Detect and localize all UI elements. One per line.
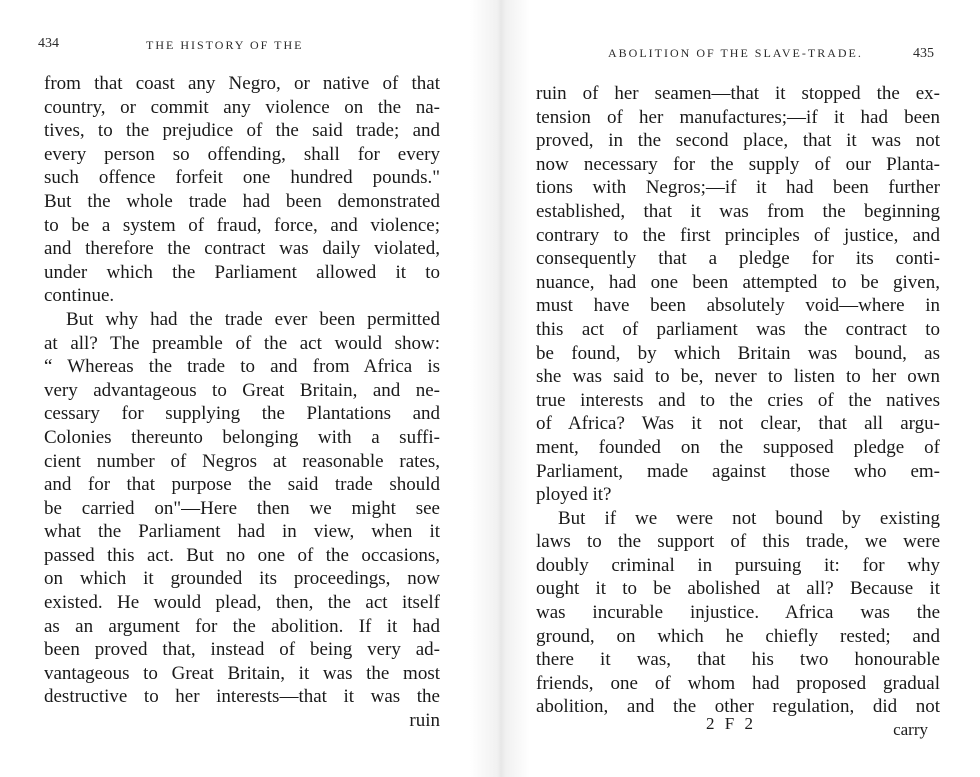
text-line: tions with Negros;—if it had been further — [536, 177, 940, 199]
text-line: under which the Parliament allowed it to — [44, 261, 440, 283]
text-line: on which it grounded its proceedings, now — [44, 568, 440, 590]
left-page — [0, 0, 470, 777]
text-line: what the Parliament had in view, when it — [44, 521, 440, 543]
text-line: of Africa? Was it not clear, that all argu- — [536, 413, 940, 435]
text-line: she was said to be, never to listen to her own — [536, 366, 940, 388]
text-line: to be a system of fraud, force, and violence; — [44, 214, 440, 236]
text-line: laws to the support of this trade, we were — [536, 531, 940, 553]
right-page-number: 435 — [913, 46, 934, 61]
text-line: this act of parliament was the contract to — [536, 318, 940, 340]
text-line: But why had the trade ever been permitted — [66, 308, 440, 330]
text-line: destructive to her interests—that it was the — [44, 686, 440, 708]
text-line: “ Whereas the trade to and from Africa is — [44, 356, 440, 378]
right-page-body — [536, 82, 940, 719]
text-line: and therefore the contract was daily violated, — [44, 238, 440, 260]
text-line: country, or commit any violence on the na- — [44, 96, 440, 118]
text-line: continue. — [44, 285, 115, 307]
signature-mark: 2 F 2 — [706, 714, 756, 733]
text-line: tension of her manufactures;—if it had been — [536, 106, 940, 128]
text-line: ought it to be abolished at all? Because it — [536, 578, 940, 600]
right-page-header — [510, 36, 980, 61]
text-line: and for that purpose the said trade should — [44, 474, 440, 496]
right-catchword: carry — [893, 720, 928, 739]
text-line: But the whole trade had been demonstrated — [44, 190, 440, 212]
text-line: ruin of her seamen—that it stopped the ex- — [536, 83, 940, 104]
text-line: as an argument for the abolition. If it had — [44, 615, 440, 637]
text-line: passed this act. But no one of the occasions, — [44, 544, 440, 566]
text-line: contrary to the first principles of justice, and — [536, 224, 940, 246]
text-line: at all? The preamble of the act would show: — [44, 332, 440, 354]
text-line: ployed it? — [536, 484, 612, 506]
text-line: friends, one of whom had proposed gradual — [536, 672, 940, 694]
left-page-number: 434 — [38, 36, 59, 51]
text-line: cient number of Negros at reasonable rates, — [44, 450, 440, 472]
text-line: tives, to the prejudice of the said trade; and — [44, 120, 440, 142]
text-line: now necessary for the supply of our Planta- — [536, 153, 940, 175]
text-line: must have been absolutely void—where in — [536, 295, 940, 317]
left-page-header — [0, 36, 470, 56]
right-page — [510, 0, 980, 777]
text-line: ment, founded on the supposed pledge of — [536, 436, 940, 458]
text-line: cessary for supplying the Plantations and — [44, 403, 440, 425]
text-line: But if we were not bound by existing — [558, 507, 940, 529]
text-line: very advantageous to Great Britain, and ne- — [44, 379, 440, 401]
text-line: established, that it was from the beginning — [536, 200, 940, 222]
left-running-head: THE HISTORY OF THE — [146, 38, 304, 52]
text-line: be found, by which Britain was bound, as — [536, 342, 940, 364]
text-line: doubly criminal in pursuing it: for why — [536, 554, 940, 576]
left-page-body — [44, 72, 440, 733]
text-line: been proved that, instead of being very ad- — [44, 639, 440, 661]
text-line: abolition, and the other regulation, did not — [536, 696, 940, 718]
right-running-head: ABOLITION OF THE SLAVE-TRADE. — [608, 46, 863, 60]
text-line: vantageous to Great Britain, it was the most — [44, 662, 440, 684]
text-line: Parliament, made against those who em- — [536, 460, 940, 482]
text-line: was incurable injustice. Africa was the — [536, 602, 940, 624]
text-line: there it was, that his two honourable — [536, 649, 940, 671]
text-line: every person so offending, shall for every — [44, 143, 440, 165]
text-line: true interests and to the cries of the natives — [536, 389, 940, 411]
text-line: consequently that a pledge for its conti- — [536, 248, 940, 270]
text-line: be carried on"—Here then we might see — [44, 497, 440, 519]
text-line: nuance, had one been attempted to be given, — [536, 271, 940, 293]
text-line: proved, in the second place, that it was not — [536, 130, 940, 152]
left-catchword: ruin — [409, 710, 440, 732]
text-line: ground, on which he chiefly rested; and — [536, 625, 940, 647]
text-line: Colonies thereunto belonging with a suffi- — [44, 426, 440, 448]
text-line: existed. He would plead, then, the act itself — [44, 592, 440, 614]
text-line: such offence forfeit one hundred pounds." — [44, 167, 440, 189]
text-line: from that coast any Negro, or native of that — [44, 73, 440, 94]
